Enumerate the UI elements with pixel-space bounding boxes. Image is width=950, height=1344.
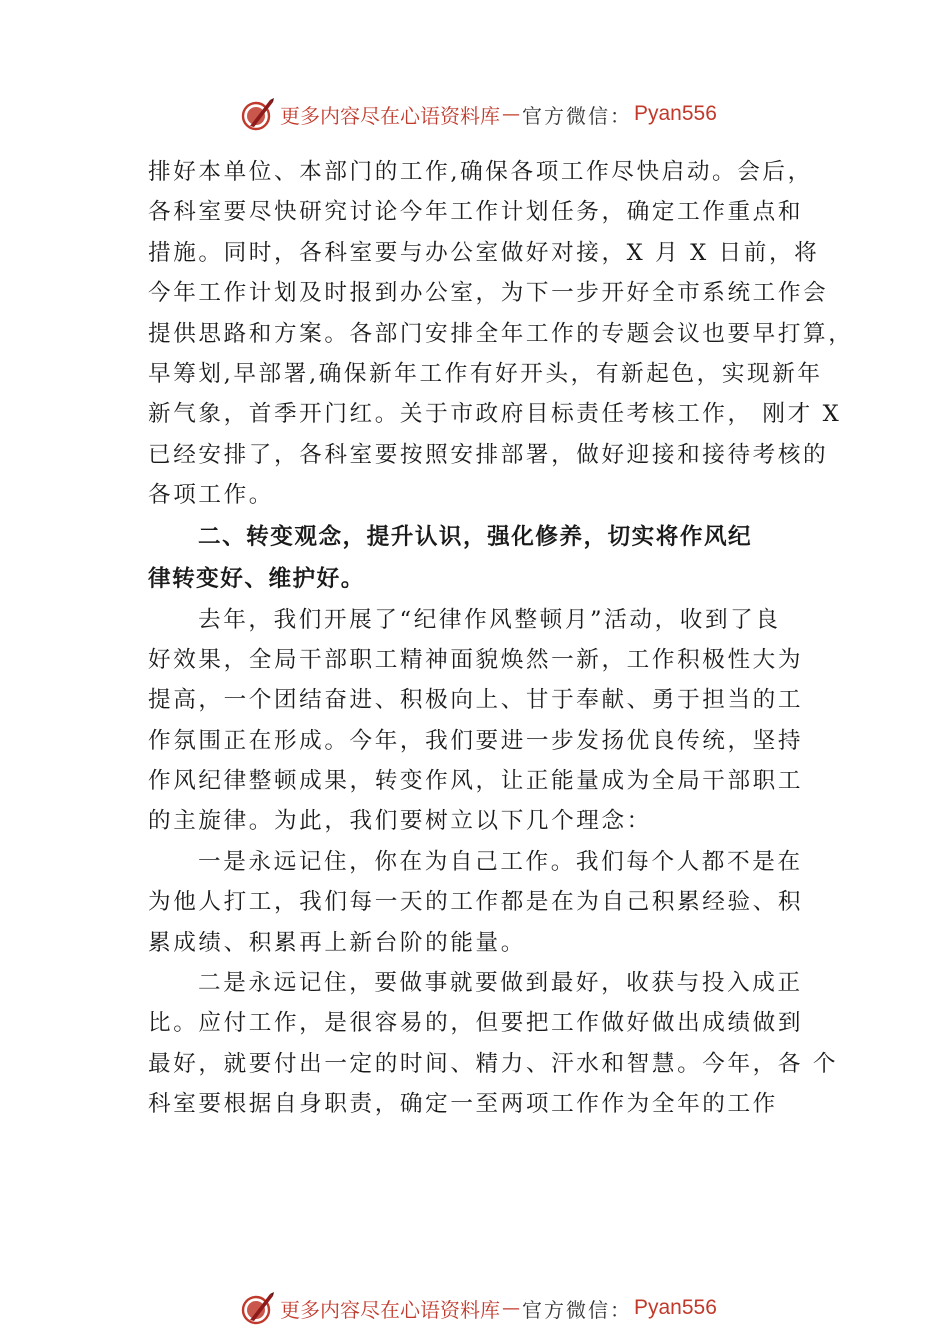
paragraph-line: 措施。同时，各科室要与办公室做好对接，X 月 X 日前，将 [148, 239, 820, 266]
paragraph-line: 各项工作。 [148, 482, 274, 509]
paragraph-line: 排好本单位、本部门的工作,确保各项工作尽快启动。会后， [148, 159, 813, 185]
watermark-prefix: 更多内容尽在心语资料库 [280, 103, 500, 128]
paragraph-line: 提供思路和方案。各部门安排全年工作的专题会议也要早打算， [148, 320, 854, 347]
paragraph-line: 去年，我们开展了“纪律作风整顿月”活动，收到了良 [198, 606, 781, 633]
watermark-header [240, 96, 717, 132]
watermark-id: Pyan556 [634, 1296, 717, 1319]
watermark-dash: — [502, 103, 520, 125]
quill-pen-logo [240, 96, 276, 132]
paragraph-line: 累成绩、积累再上新台阶的能量。 [148, 929, 526, 956]
watermark-prefix: 更多内容尽在心语资料库 [280, 1297, 500, 1322]
paragraph-line: 最好，就要付出一定的时间、精力、汗水和智慧。今年，各 个 [148, 1050, 839, 1077]
watermark-official: 官方微信： [522, 103, 632, 128]
paragraph-line: 的主旋律。为此，我们要树立以下几个理念： [148, 808, 652, 835]
paragraph-line: 为他人打工，我们每一天的工作都是在为自己积累经验、积 [148, 889, 804, 916]
paragraph-line: 今年工作计划及时报到办公室，为下一步开好全市系统工作会 [148, 280, 829, 307]
paragraph-line: 作氛围正在形成。今年，我们要进一步发扬优良传统，坚持 [148, 727, 804, 754]
document-body [148, 152, 854, 1125]
section-heading: 律转变好、维护好。 [148, 565, 365, 592]
paragraph-line: 早筹划,早部署,确保新年工作有好开头，有新起色，实现新年 [148, 360, 823, 387]
watermark-id: Pyan556 [634, 102, 717, 125]
paragraph-line: 作风纪律整顿成果，转变作风，让正能量成为全局干部职工 [148, 768, 804, 795]
paragraph-line: 各科室要尽快研究讨论今年工作计划任务，确定工作重点和 [148, 199, 804, 226]
watermark-footer [240, 1290, 717, 1326]
paragraph-line: 新气象，首季开门红。关于市政府目标责任考核工作， 刚才 X [148, 401, 842, 428]
quill-pen-logo [240, 1290, 276, 1326]
section-heading: 二、转变观念，提升认识，强化修养，切实将作风纪 [198, 523, 753, 550]
paragraph-line: 一是永远记住，你在为自己工作。我们每个人都不是在 [198, 848, 803, 875]
watermark-official: 官方微信： [522, 1297, 632, 1322]
paragraph-line: 科室要根据自身职责，确定一至两项工作作为全年的工作 [148, 1091, 778, 1118]
watermark-dash: — [502, 1297, 520, 1319]
paragraph-line: 好效果，全局干部职工精神面貌焕然一新，工作积极性大为 [148, 646, 804, 673]
paragraph-line: 已经安排了，各科室要按照安排部署，做好迎接和接待考核的 [148, 441, 829, 468]
paragraph-line: 比。应付工作，是很容易的，但要把工作做好做出成绩做到 [148, 1010, 804, 1037]
paragraph-line: 二是永远记住，要做事就要做到最好，收获与投入成正 [198, 970, 803, 997]
paragraph-line: 提高，一个团结奋进、积极向上、甘于奉献、勇于担当的工 [148, 687, 804, 714]
